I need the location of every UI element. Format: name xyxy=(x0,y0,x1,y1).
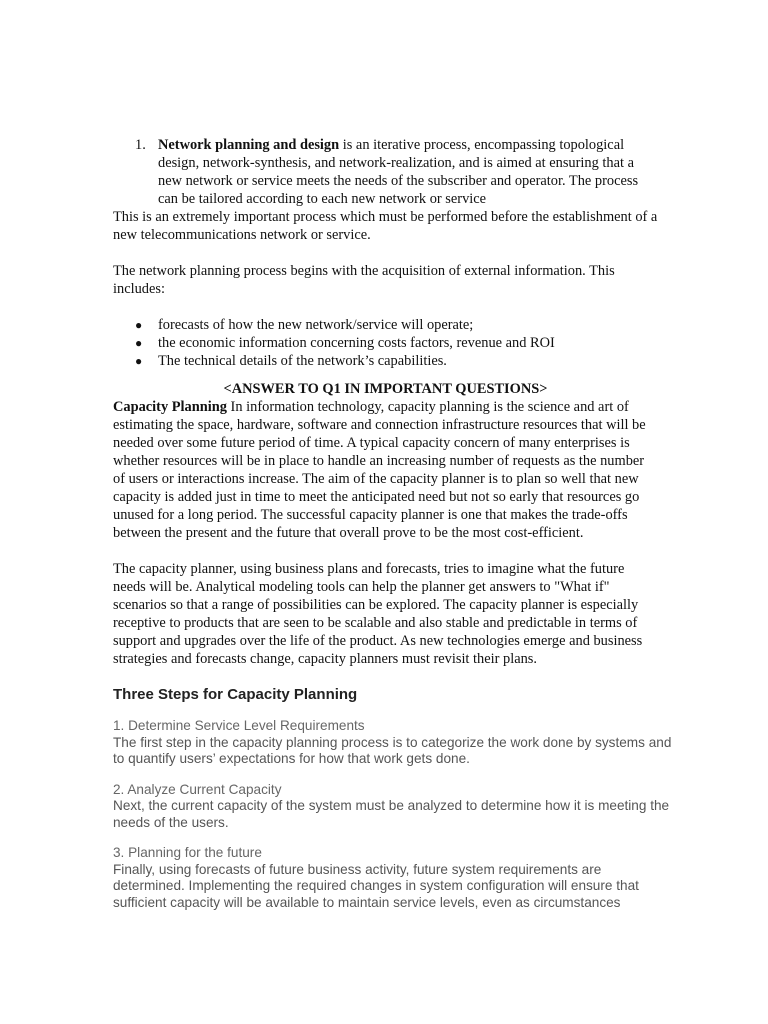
paragraph-planning-begins: The network planning process begins with the acquisition of external information. This includes: xyxy=(113,263,615,297)
step-text: Finally, using forecasts of future business activity, future system requirements are determined. Implementing the required changes in system configuration will ensure that sufficient capacity will be available to maintain service levels, even as circumstances xyxy=(113,861,639,910)
step-text: Next, the current capacity of the system must be analyzed to determine how it is meeting the needs of the users. xyxy=(113,798,670,830)
steps-heading: Three Steps for Capacity Planning xyxy=(113,686,358,703)
paragraph-capacity-planning xyxy=(113,398,658,542)
bullet-item xyxy=(113,334,658,352)
step-3 xyxy=(113,845,658,911)
step-1 xyxy=(113,718,672,768)
paragraph-important-process: This is an extremely important process which must be performed before the establishment of a new telecommunications network or service. xyxy=(113,209,658,243)
bullet-list xyxy=(113,316,658,370)
step-title: 1. Determine Service Level Requirements xyxy=(113,718,365,733)
answer-heading: <ANSWER TO Q1 IN IMPORTANT QUESTIONS> xyxy=(223,381,548,397)
bullet-text: forecasts of how the new network/service will operate; xyxy=(158,317,474,333)
bullet-text: The technical details of the network’s capabilities. xyxy=(158,353,447,369)
step-2 xyxy=(113,781,670,832)
step-title: 3. Planning for the future xyxy=(113,845,262,860)
term-capacity-planning: Capacity Planning xyxy=(113,399,227,415)
item-text: is an iterative process, encompassing topological design, network-synthesis, and network-realization, and is aimed at ensuring that a new network or service meets the needs of the subscriber and operator. The process can be tailored according to each new network or service xyxy=(158,137,639,207)
item-body xyxy=(158,136,658,208)
step-title: 2. Analyze Current Capacity xyxy=(113,781,282,797)
capacity-text: In information technology, capacity planning is the science and art of estimating the space, hardware, software and connection infrastructure resources that will be needed over some future period of time. A typical capacity concern of many enterprises is whether resources will be in place to handle an increasing number of requests as the number of users or interactions increase. The aim of the capacity planner is to plan so well that new capacity is added just in time to meet the anticipated need but not so early that resources go unused for a long period. The successful capacity planner is one that makes the trade-offs between the present and the future that overall prove to be the most cost-efficient. xyxy=(113,399,646,541)
bullet-item xyxy=(113,316,658,334)
item-number: 1. xyxy=(135,137,146,153)
step-text: The first step in the capacity planning process is to categorize the work done by systems and to quantify users’ expectations for how that work gets done. xyxy=(113,734,672,766)
numbered-item-network-planning xyxy=(113,136,658,208)
paragraph-capacity-planner: The capacity planner, using business plans and forecasts, tries to imagine what the future needs will be. Analytical modeling tools can help the planner get answers to "What if" scenarios so that a range of possibilities can be explored. The capacity planner is especially receptive to products that are seen to be scalable and also stable and predictable in terms of support and upgrades over the life of the product. As new technologies emerge and business strategies and forecasts change, capacity planners must revisit their plans. xyxy=(113,561,643,667)
bullet-dot-icon: ● xyxy=(135,354,143,368)
bullet-text: the economic information concerning costs factors, revenue and ROI xyxy=(158,335,555,351)
bullet-dot-icon: ● xyxy=(135,318,143,332)
bullet-dot-icon: ● xyxy=(135,336,143,350)
document-page xyxy=(113,134,672,911)
bullet-item xyxy=(113,352,658,370)
term-network-planning: Network planning and design xyxy=(158,137,340,153)
